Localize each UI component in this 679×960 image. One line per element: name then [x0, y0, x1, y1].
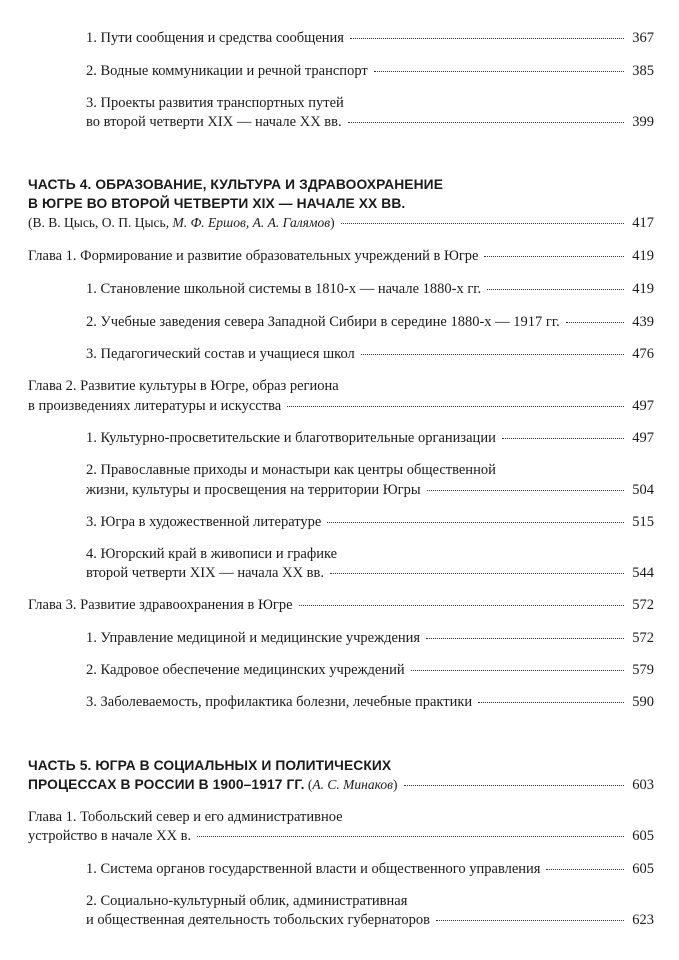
toc-entry[interactable]	[86, 430, 654, 447]
page-number: 572	[632, 630, 654, 646]
page-number: 419	[632, 248, 654, 264]
toc-entry-part[interactable]	[28, 776, 654, 794]
page-number: 603	[632, 777, 654, 793]
entry-title: 2. Водные коммуникации и речной транспорт	[86, 63, 368, 79]
authors: (В. В. Цысь, О. П. Цысь, М. Ф. Ершов, А. А. Галямов)	[28, 215, 335, 230]
page-number: 572	[632, 597, 654, 613]
entry-title: Глава 3. Развитие здравоохранения в Югре	[28, 597, 293, 613]
toc-entry[interactable]	[86, 30, 654, 47]
entry-title: 1. Культурно-просветительские и благотворительные организации	[86, 430, 496, 446]
page-number: 515	[632, 514, 654, 530]
toc-entry-part[interactable]	[28, 214, 654, 232]
page-number: 605	[632, 828, 654, 844]
toc-entry[interactable]	[86, 861, 654, 878]
dot-leader	[330, 573, 624, 574]
entry-title: 1. Пути сообщения и средства сообщения	[86, 30, 344, 46]
page-number: 439	[632, 314, 654, 330]
dot-leader	[484, 256, 624, 257]
entry-title: устройство в начале XX в.	[28, 828, 192, 844]
dot-leader	[566, 322, 624, 323]
toc-entry[interactable]	[86, 514, 654, 531]
toc-entry[interactable]	[86, 346, 654, 363]
entry-title: 3. Заболеваемость, профилактика болезни, лечебные практики	[86, 694, 473, 710]
dot-leader	[478, 702, 624, 703]
page-number: 544	[632, 565, 654, 581]
entry-title: во второй четверти XIX — начале XX вв.	[86, 114, 342, 130]
toc-entry[interactable]	[86, 482, 654, 499]
page-number: 504	[632, 482, 654, 498]
entry-title: Глава 1. Формирование и развитие образовательных учреждений в Югре	[28, 248, 479, 264]
toc-entry[interactable]	[86, 912, 654, 929]
dot-leader	[426, 638, 624, 639]
toc-entry-chapter[interactable]	[28, 398, 654, 415]
toc-entry[interactable]	[86, 63, 654, 80]
page-number: 367	[632, 30, 654, 46]
entry-title-line: 2. Православные приходы и монастыри как центры общественной	[86, 462, 496, 478]
entry-title-line: 4. Югорский край в живописи и графике	[86, 546, 338, 562]
toc-entry[interactable]	[86, 114, 654, 131]
dot-leader	[411, 670, 624, 671]
entry-title-line: 2. Социально-культурный облик, административная	[86, 893, 408, 909]
page-number: 385	[632, 63, 654, 79]
entry-title: 2. Кадровое обеспечение медицинских учреждений	[86, 662, 405, 678]
part-title: ПРОЦЕССАХ В РОССИИ В 1900–1917 ГГ. (А. С. Минаков)	[28, 777, 398, 792]
entry-title: 1. Становление школьной системы в 1810-х — начале 1880-х гг.	[86, 281, 482, 297]
entry-title-line: 3. Проекты развития транспортных путей	[86, 95, 344, 111]
dot-leader	[348, 122, 624, 123]
toc-entry-chapter[interactable]	[28, 828, 654, 845]
dot-leader	[487, 289, 624, 290]
dot-leader	[287, 406, 624, 407]
toc-entry[interactable]	[86, 662, 654, 679]
entry-title: 1. Управление медициной и медицинские учреждения	[86, 630, 421, 646]
entry-title: 3. Педагогический состав и учащиеся школ	[86, 346, 355, 362]
dot-leader	[546, 869, 624, 870]
toc-entry[interactable]	[86, 314, 654, 331]
page-number: 579	[632, 662, 654, 678]
dot-leader	[427, 490, 624, 491]
dot-leader	[374, 71, 624, 72]
dot-leader	[502, 438, 624, 439]
dot-leader	[327, 522, 624, 523]
dot-leader	[436, 920, 624, 921]
toc-entry[interactable]	[86, 565, 654, 582]
dot-leader	[350, 38, 624, 39]
page-number: 399	[632, 114, 654, 130]
page-number: 605	[632, 861, 654, 877]
dot-leader	[299, 605, 624, 606]
dot-leader	[341, 223, 624, 224]
page-number: 590	[632, 694, 654, 710]
toc-entry[interactable]	[86, 630, 654, 647]
entry-title-line: Глава 1. Тобольский север и его административное	[28, 809, 343, 825]
toc-entry[interactable]	[86, 694, 654, 711]
dot-leader	[197, 836, 624, 837]
entry-title: в произведениях литературы и искусства	[28, 398, 282, 414]
part-title: ЧАСТЬ 4. ОБРАЗОВАНИЕ, КУЛЬТУРА И ЗДРАВООХРАНЕНИЕ	[28, 177, 443, 192]
toc-entry-chapter[interactable]	[28, 597, 654, 614]
part-title: В ЮГРЕ ВО ВТОРОЙ ЧЕТВЕРТИ XIX — НАЧАЛЕ XX ВВ.	[28, 196, 406, 211]
entry-title: жизни, культуры и просвещения на территории Югры	[86, 482, 421, 498]
entry-title: 2. Учебные заведения севера Западной Сибири в середине 1880-х — 1917 гг.	[86, 314, 560, 330]
toc-entry[interactable]	[86, 281, 654, 298]
entry-title: 3. Югра в художественной литературе	[86, 514, 322, 530]
entry-title-line: Глава 2. Развитие культуры в Югре, образ региона	[28, 378, 339, 394]
entry-title: второй четверти XIX — начала XX вв.	[86, 565, 324, 581]
part-title: ЧАСТЬ 5. ЮГРА В СОЦИАЛЬНЫХ И ПОЛИТИЧЕСКИХ	[28, 758, 392, 773]
page-number: 623	[632, 912, 654, 928]
page-number: 497	[632, 430, 654, 446]
entry-title: и общественная деятельность тобольских губернаторов	[86, 912, 430, 928]
entry-title: 1. Система органов государственной власти и общественного управления	[86, 861, 541, 877]
page-number: 417	[632, 215, 654, 231]
page-number: 476	[632, 346, 654, 362]
toc-entry-chapter[interactable]	[28, 248, 654, 265]
page-number: 497	[632, 398, 654, 414]
dot-leader	[404, 785, 625, 786]
page-number: 419	[632, 281, 654, 297]
dot-leader	[361, 354, 624, 355]
